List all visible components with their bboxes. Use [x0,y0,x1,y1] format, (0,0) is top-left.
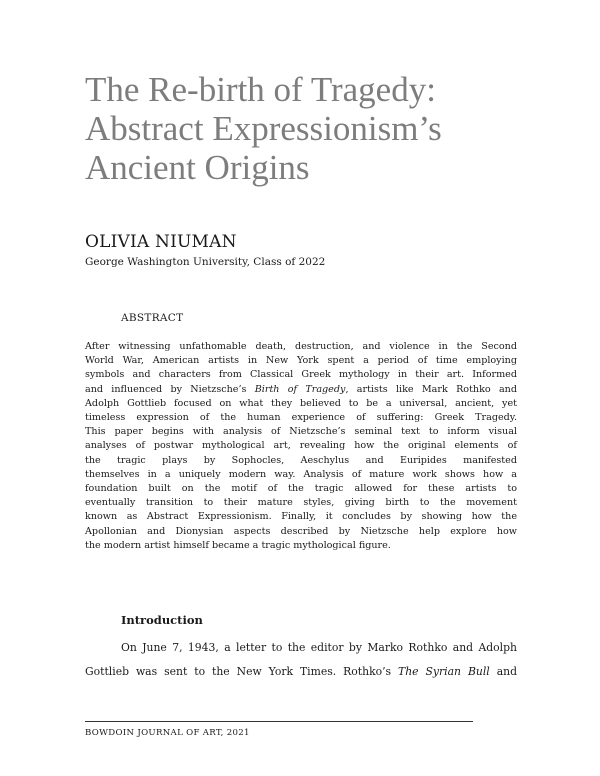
body-text-segment: Gottlieb was sent to the New York Times. Rothko’s [85,665,392,678]
abstract-line: World War, American artists in New York spent a period of time employing [85,355,517,367]
abstract-line: foundation built on the motif of the tragic allowed for these artists to [85,483,517,495]
abstract-line: analyses of postwar mythological art, revealing how the original elements of [85,440,517,452]
introduction-body [85,636,517,684]
artwork-title: The Syrian Bull [398,665,490,678]
abstract-line: themselves in a uniquely modern way. Analysis of mature work shows how a [85,468,517,480]
title-line: The Re-birth of Tragedy: [85,70,436,109]
abstract-line: After witnessing unfathomable death, destruction, and violence in the Second [85,341,517,352]
abstract-body [85,340,517,553]
abstract-line: the modern artist himself became a tragic mythological figure. [85,539,391,551]
abstract-line: timeless expression of the human experience of suffering: Greek Tragedy. [85,412,517,424]
footer-rule [85,721,473,722]
title-line: Ancient Origins [85,148,310,187]
abstract-text-segment: and influenced by Nietzsche’s [85,383,255,395]
body-line: On June 7, 1943, a letter to the editor by Marko Rothko and Adolph [121,641,517,654]
abstract-line-with-italic [85,383,517,397]
abstract-text-segment: , artists like Mark Rothko and [345,383,517,395]
abstract-line: eventually transition to their mature styles, giving birth to the movement [85,497,517,509]
author-name: OLIVIA NIUMAN [85,232,237,252]
abstract-line: known as Abstract Expressionism. Finally, it concludes by showing how the [85,511,517,523]
author-affiliation: George Washington University, Class of 2022 [85,256,326,268]
body-line [85,660,517,684]
abstract-line: symbols and characters from Classical Greek mythology in their art. Informed [85,369,517,381]
abstract-line: Adolph Gottlieb focused on what they believed to be a universal, ancient, yet [85,397,517,409]
journal-footer: BOWDOIN JOURNAL OF ART, 2021 [85,728,250,738]
book-title: Birth of Tragedy [254,383,346,395]
paper-title [85,70,565,187]
abstract-line: Apollonian and Dionysian aspects described by Nietzsche help explore how [85,525,517,537]
title-line: Abstract Expressionism’s [85,109,442,148]
section-heading-introduction: Introduction [121,613,203,627]
abstract-line: This paper begins with analysis of Nietzsche’s seminal text to inform visual [85,426,517,438]
body-text-segment: and [496,665,517,678]
abstract-heading: ABSTRACT [121,312,184,324]
abstract-line: the tragic plays by Sophocles, Aeschylus and Euripides manifested [85,454,517,466]
